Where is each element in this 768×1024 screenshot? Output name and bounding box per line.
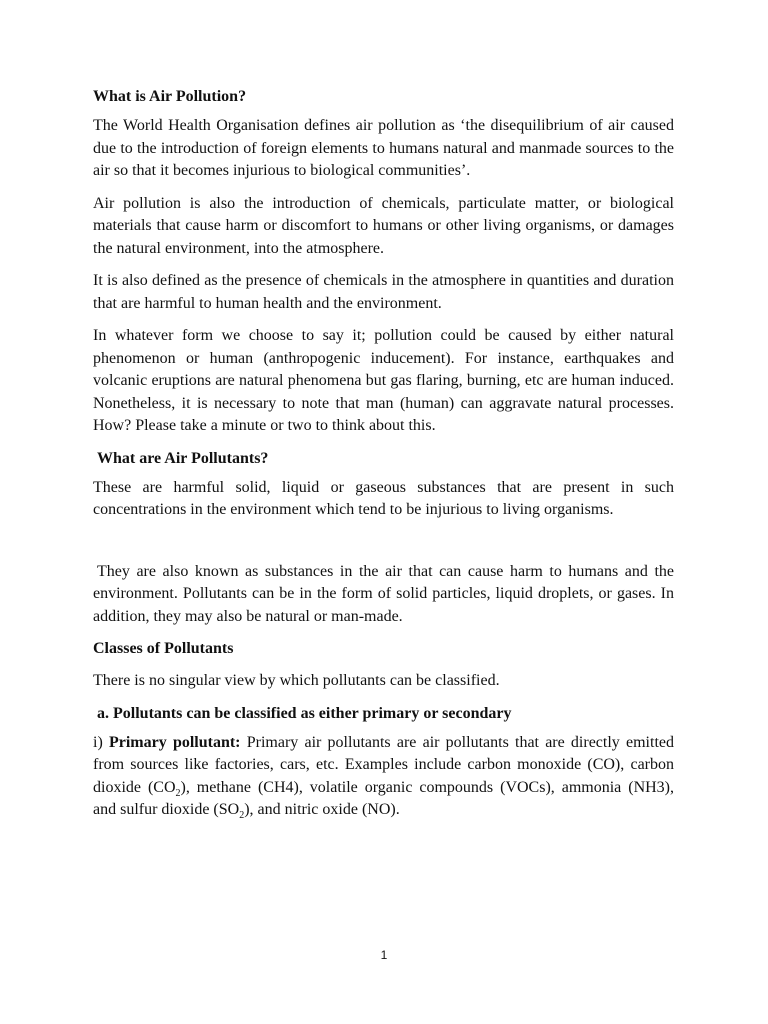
- paragraph-air-pollution-introduction: Air pollution is also the introduction of chemicals, particulate matter, or biological materials that cause harm or discomfort to humans or other living organisms, or damages the natural environment, into the atmosphere.: [93, 194, 674, 257]
- heading-classes-of-pollutants: Classes of Pollutants: [93, 640, 234, 657]
- heading-what-are-air-pollutants: What are Air Pollutants?: [97, 449, 269, 467]
- subscript-co2: 2: [175, 787, 181, 799]
- primary-pollutant-text-3: ), and nitric oxide (NO).: [244, 801, 400, 818]
- paragraph-who-definition: The World Health Organisation defines air pollution as ‘the disequilibrium of air caused due to the introduction of foreign elements to humans natural and manmade sources to the air so that it becomes injurious to biological communities’.: [93, 117, 674, 179]
- heading-primary-or-secondary: a. Pollutants can be classified as either primary or secondary: [97, 704, 512, 722]
- heading-what-is-air-pollution: What is Air Pollution?: [93, 88, 247, 105]
- document-page: [93, 86, 674, 832]
- paragraph-causes-of-pollution: In whatever form we choose to say it; pollution could be caused by either natural phenomenon or human (anthropogenic inducement). For instance, earthquakes and volcanic eruptions are natural phenomena but gas flaring, burning, etc are human induced. Nonetheless, it is necessary to note that man (human) can aggravate natural processes. How? Please take a minute or two to think about this.: [93, 327, 674, 434]
- primary-pollutant-text-1: Primary air pollutants are air pollutants that are directly emitted from sources like factories, cars, etc. Examples include carbon monoxide (CO), carbon dioxide (CO: [93, 733, 674, 796]
- list-marker: i): [93, 733, 109, 751]
- blank-line: [93, 532, 674, 561]
- page-number: 1: [380, 948, 388, 962]
- primary-pollutant-text-2: ), methane (CH4), volatile organic compounds (VOCs), ammonia (NH3), and sulfur dioxide (SO: [93, 778, 675, 818]
- paragraph-presence-of-chemicals: It is also defined as the presence of chemicals in the atmosphere in quantities and duration that are harmful to human health and the environment.: [93, 272, 674, 312]
- paragraph-pollutants-forms: They are also known as substances in the air that can cause harm to humans and the environment. Pollutants can be in the form of solid particles, liquid droplets, or gases. In addition, they may also be natural or man-made.: [93, 562, 674, 625]
- paragraph-no-singular-view: There is no singular view by which pollutants can be classified.: [93, 672, 500, 689]
- term-primary-pollutant: Primary pollutant:: [108, 733, 241, 751]
- paragraph-primary-pollutant: [93, 732, 674, 822]
- subscript-so2: 2: [239, 810, 245, 822]
- paragraph-pollutants-definition: These are harmful solid, liquid or gaseous substances that are present in such concentrations in the environment which tend to be injurious to living organisms.: [93, 478, 674, 518]
